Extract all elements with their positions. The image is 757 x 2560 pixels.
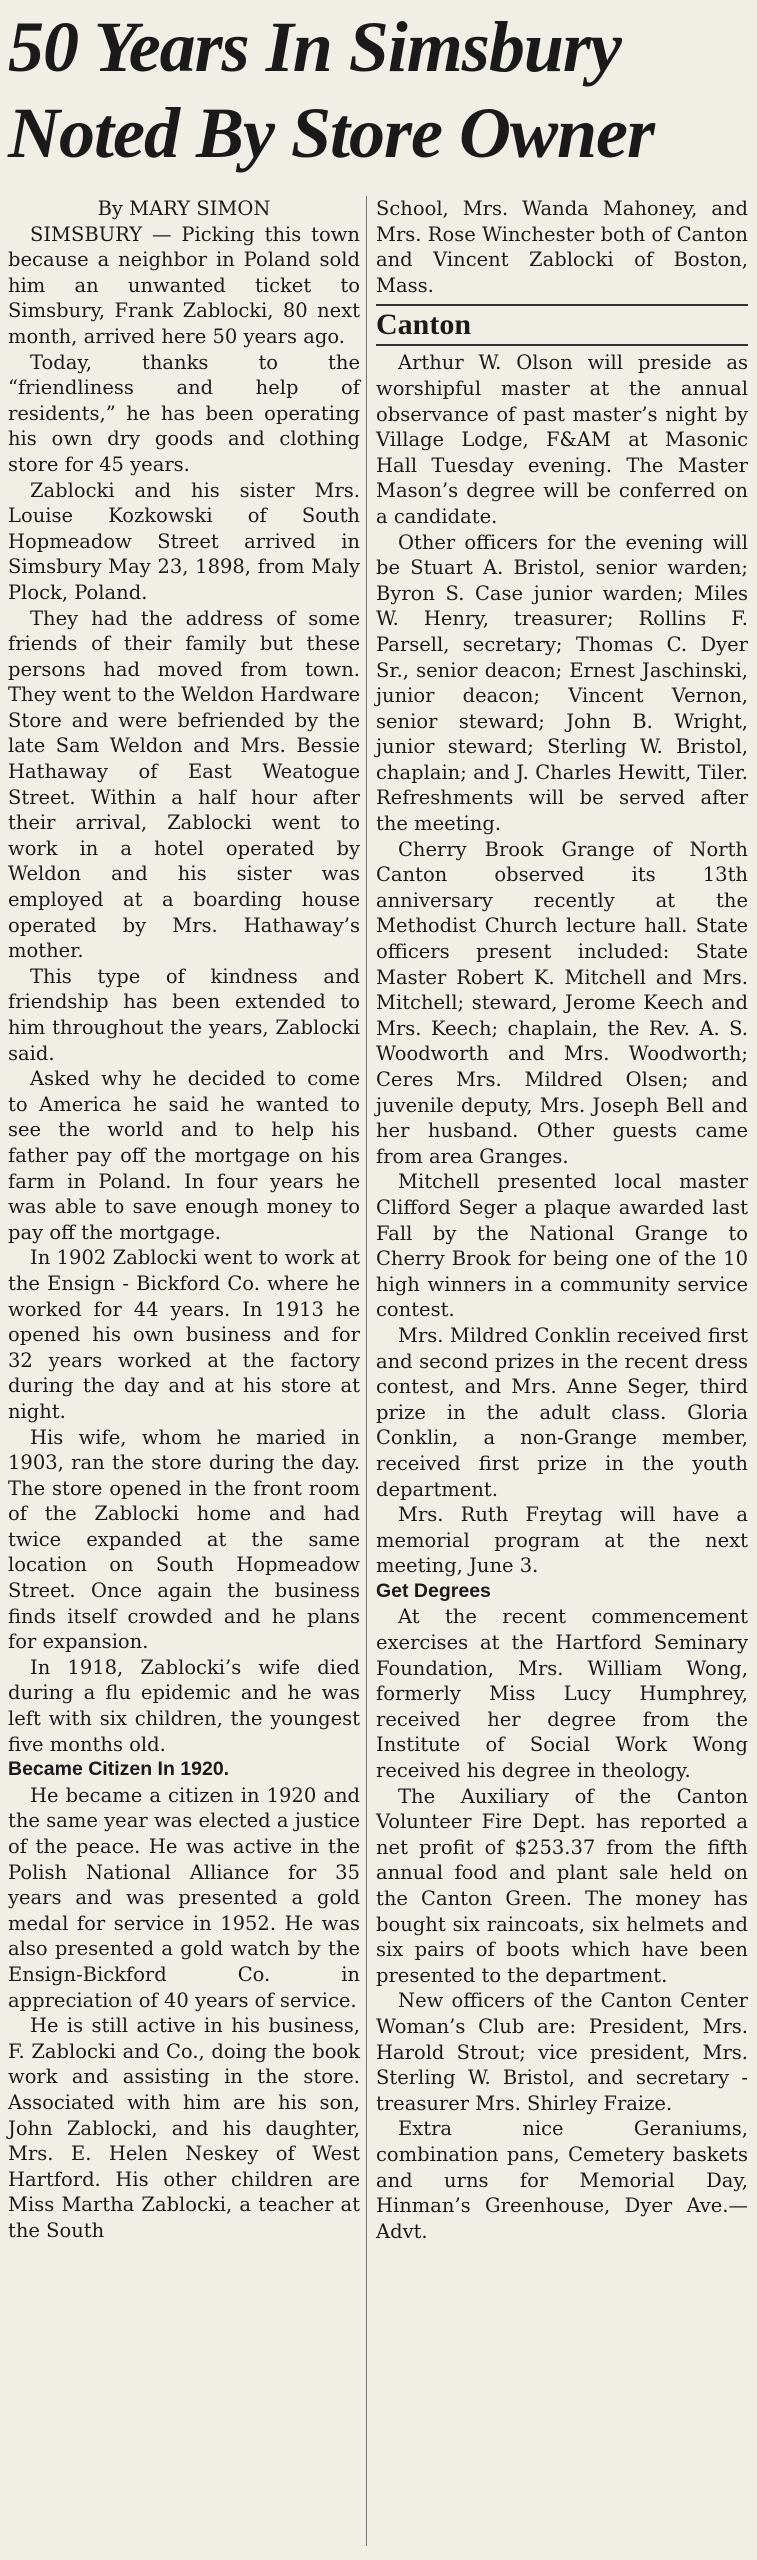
subheading: Became Citizen In 1920. [8,1758,230,1781]
paragraph: Cherry Brook Grange of North Canton observed its 13th anniversary recently at the Methodist Church lecture hall. State officers present included: State Master Robert K. Mitchell and Mrs. Mitchell; steward, Jerome Keech and Mrs. Keech; chaplain, the Rev. A. S. Woodworth and Mrs. Woodworth; Ceres Mrs. Mildred Olsen; and juvenile deputy, Mrs. Joseph Bell and her husband. Other guests came from area Granges. [376,837,748,1168]
advertisement: Extra nice Geraniums, combination pans, Cemetery baskets and urns for Memorial Day, Hinman’s Greenhouse, Dyer Ave.—Advt. [376,2117,748,2243]
headline [8,4,753,176]
right-column [376,196,748,2244]
right-column-body [376,196,748,2244]
section-heading: Canton [376,304,748,346]
paragraph: He is still active in his business, F. Zablocki and Co., doing the book work and assisting in the store. Associated with him are his son, John Zablocki, and his daughter, Mrs. E. Helen Neskey of West Hartford. His other children are Miss Martha Zablocki, a teacher at the South [8,2014,360,2242]
paragraph: His wife, whom he maried in 1903, ran the store during the day. The store opened in the front room of the Zablocki home and had twice expanded at the same location on South Hopmeadow Street. Once again the business finds itself crowded and he plans for expansion. [8,1425,360,1654]
paragraph: They had the address of some friends of their family but these persons had moved from town. They went to the Weldon Hardware Store and were befriended by the late Sam Weldon and Mrs. Bessie Hathaway of East Weatogue Street. Within a half hour after their arrival, Zablocki went to work in a hotel operated by Weldon and his sister was employed at a boarding house operated by Mrs. Hathaway’s mother. [8,606,360,963]
column-divider [366,196,367,2546]
paragraph: Mrs. Mildred Conklin received first and second prizes in the recent dress contest, and Mrs. Anne Seger, third prize in the adult class. Gloria Conklin, a non-Grange member, received first prize in the youth department. [376,1323,748,1501]
paragraph: Zablocki and his sister Mrs. Louise Kozkowski of South Hopmeadow Street arrived in Simsbury May 23, 1898, from Maly Plock, Poland. [8,478,360,604]
headline-line-1: 50 Years In Simsbury [8,7,621,87]
byline: By MARY SIMON [97,197,271,220]
paragraph: The Auxiliary of the Canton Volunteer Fire Dept. has reported a net profit of $253.37 from the fifth annual food and plant sale held on the Canton Green. The money has bought six raincoats, six helmets and six pairs of boots which have been presented to the department. [376,1784,748,1987]
paragraph: At the recent commencement exercises at the Hartford Seminary Foundation, Mrs. William Wong, formerly Miss Lucy Humphrey, received her degree from the Institute of Social Work Wong received his degree in theology. [376,1605,748,1783]
paragraph: School, Mrs. Wanda Mahoney, and Mrs. Rose Winchester both of Canton and Vincent Zablocki of Boston, Mass. [376,197,748,297]
paragraph: New officers of the Canton Center Woman’s Club are: President, Mrs. Harold Strout; vice president, Mrs. Sterling W. Bristol, and secretary - treasurer Mrs. Shirley Fraize. [376,1989,748,2115]
paragraph: Asked why he decided to come to America he said he wanted to see the world and to help his father pay off the mortgage on his farm in Poland. In four years he was able to save enough money to pay off the mortgage. [8,1067,360,1244]
paragraph: SIMSBURY — Picking this town because a neighbor in Poland sold him an unwanted ticket to Simsbury, Frank Zablocki, 80 next month, arrived here 50 years ago. [8,222,360,348]
paragraph: Other officers for the evening will be Stuart A. Bristol, senior warden; Byron S. Case junior warden; Miles W. Henry, treasurer; Rollins F. Parsell, secretary; Thomas C. Dyer Sr., senior deacon; Ernest Jaschinski, junior deacon; Vincent Vernon, senior steward; John B. Wright, junior steward; Sterling W. Bristol, chaplain; and J. Charles Hewitt, Tiler. Refreshments will be served after the meeting. [376,530,748,836]
paragraph: Arthur W. Olson will preside as worshipful master at the annual observance of past master’s night by Village Lodge, F&AM at Masonic Hall Tuesday evening. The Master Mason’s degree will be conferred on a candidate. [376,351,748,528]
paragraph: Mrs. Ruth Freytag will have a memorial program at the next meeting, June 3. [376,1503,748,1578]
paragraph: Mitchell presented local master Clifford Seger a plaque awarded last Fall by the National Grange to Cherry Brook for being one of the 10 high winners in a community service contest. [376,1170,748,1322]
paragraph: He became a citizen in 1920 and the same year was elected a justice of the peace. He was active in the Polish National Alliance for 35 years and was presented a gold medal for service in 1952. He was also presented a gold watch by the Ensign-Bickford Co. in appreciation of 40 years of service. [8,1783,360,2012]
subheading: Get Degrees [376,1579,491,1602]
left-column [8,196,360,2244]
paragraph: In 1918, Zablocki’s wife died during a flu epidemic and he was left with six children, the youngest five months old. [8,1655,360,1756]
paragraph: In 1902 Zablocki went to work at the Ensign - Bickford Co. where he worked for 44 years. In 1913 he opened his own business and for 32 years worked at the factory during the day and at his store at night. [8,1246,360,1423]
headline-line-2: Noted By Store Owner [8,93,654,173]
paragraph: This type of kindness and friendship has been extended to him throughout the years, Zablocki said. [8,964,360,1065]
paragraph: Today, thanks to the “friendliness and help of residents,” he has been operating his own dry goods and clothing store for 45 years. [8,350,360,476]
left-column-body [8,222,360,2244]
